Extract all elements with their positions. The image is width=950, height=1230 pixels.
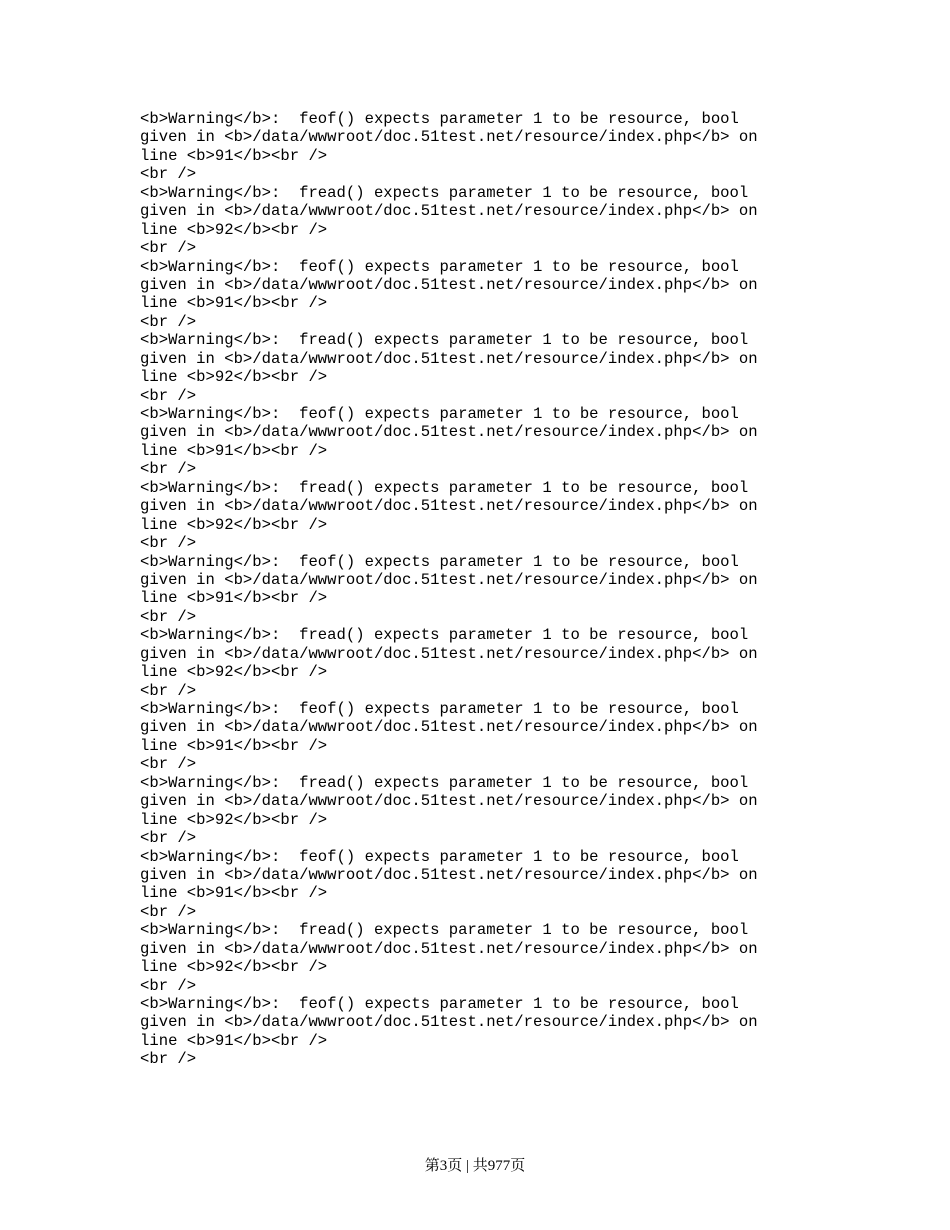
text-line: given in <b>/data/wwwroot/doc.51test.net/resource/index.php</b> on [140,718,758,737]
text-line: <b>Warning</b>: fread() expects parameter 1 to be resource, bool [140,773,749,792]
text-line: given in <b>/data/wwwroot/doc.51test.net/resource/index.php</b> on [140,644,758,663]
text-line: line <b>92</b><br /> [140,220,328,239]
text-line: <b>Warning</b>: fread() expects parameter 1 to be resource, bool [140,183,749,202]
text-line: given in <b>/data/wwwroot/doc.51test.net/resource/index.php</b> on [140,792,758,811]
text-line: <b>Warning</b>: feof() expects parameter 1 to be resource, bool [140,405,739,423]
text-line: <br /> [140,902,197,921]
text-line: <b>Warning</b>: feof() expects parameter 1 to be resource, bool [140,995,739,1013]
text-line: <br /> [140,312,197,331]
text-line: line <b>91</b><br /> [140,294,328,313]
text-line: line <b>91</b><br /> [140,884,328,903]
text-line: <b>Warning</b>: fread() expects parameter 1 to be resource, bool [140,921,749,940]
text-line: <br /> [140,755,197,774]
text-line: <br /> [140,1050,197,1069]
text-line: <br /> [140,976,197,995]
text-line: given in <b>/data/wwwroot/doc.51test.net/resource/index.php</b> on [140,202,758,221]
text-line: <b>Warning</b>: fread() expects parameter 1 to be resource, bool [140,331,749,350]
text-line: <br /> [140,534,197,553]
text-line: line <b>91</b><br /> [140,736,328,755]
text-line: line <b>92</b><br /> [140,810,328,829]
text-line: <b>Warning</b>: fread() expects parameter 1 to be resource, bool [140,478,749,497]
text-line: given in <b>/data/wwwroot/doc.51test.net/resource/index.php</b> on [140,275,758,294]
text-line: line <b>92</b><br /> [140,368,328,387]
text-line: <br /> [140,607,197,626]
text-line: <br /> [140,386,197,405]
text-line: <br /> [140,681,197,700]
text-line: <b>Warning</b>: fread() expects parameter 1 to be resource, bool [140,626,749,645]
text-line: given in <b>/data/wwwroot/doc.51test.net/resource/index.php</b> on [140,865,758,884]
text-line: line <b>91</b><br /> [140,1031,328,1050]
text-line: line <b>92</b><br /> [140,515,328,534]
text-line: given in <b>/data/wwwroot/doc.51test.net/resource/index.php</b> on [140,423,758,442]
text-line: <b>Warning</b>: feof() expects parameter 1 to be resource, bool [140,110,739,128]
page-footer: 第3页 | 共977页 [424,1158,526,1174]
text-line: given in <b>/data/wwwroot/doc.51test.net/resource/index.php</b> on [140,128,758,147]
text-line: <br /> [140,829,197,848]
text-line: given in <b>/data/wwwroot/doc.51test.net/resource/index.php</b> on [140,939,758,958]
text-line: line <b>91</b><br /> [140,441,328,460]
text-line: given in <b>/data/wwwroot/doc.51test.net/resource/index.php</b> on [140,1013,758,1032]
text-line: given in <b>/data/wwwroot/doc.51test.net/resource/index.php</b> on [140,497,758,516]
text-line: given in <b>/data/wwwroot/doc.51test.net/resource/index.php</b> on [140,570,758,589]
text-line: <b>Warning</b>: feof() expects parameter 1 to be resource, bool [140,552,739,571]
document-body [140,110,820,1069]
text-line: <b>Warning</b>: feof() expects parameter 1 to be resource, bool [140,257,739,276]
text-line: <br /> [140,239,197,258]
text-line: line <b>92</b><br /> [140,958,328,977]
text-line: line <b>92</b><br /> [140,663,328,682]
text-line: <b>Warning</b>: feof() expects parameter 1 to be resource, bool [140,700,739,718]
text-line: line <b>91</b><br /> [140,589,328,608]
text-line: given in <b>/data/wwwroot/doc.51test.net/resource/index.php</b> on [140,349,758,368]
text-line: <b>Warning</b>: feof() expects parameter 1 to be resource, bool [140,847,739,866]
text-line: <br /> [140,165,197,184]
text-line: <br /> [140,460,197,479]
text-line: line <b>91</b><br /> [140,146,328,165]
